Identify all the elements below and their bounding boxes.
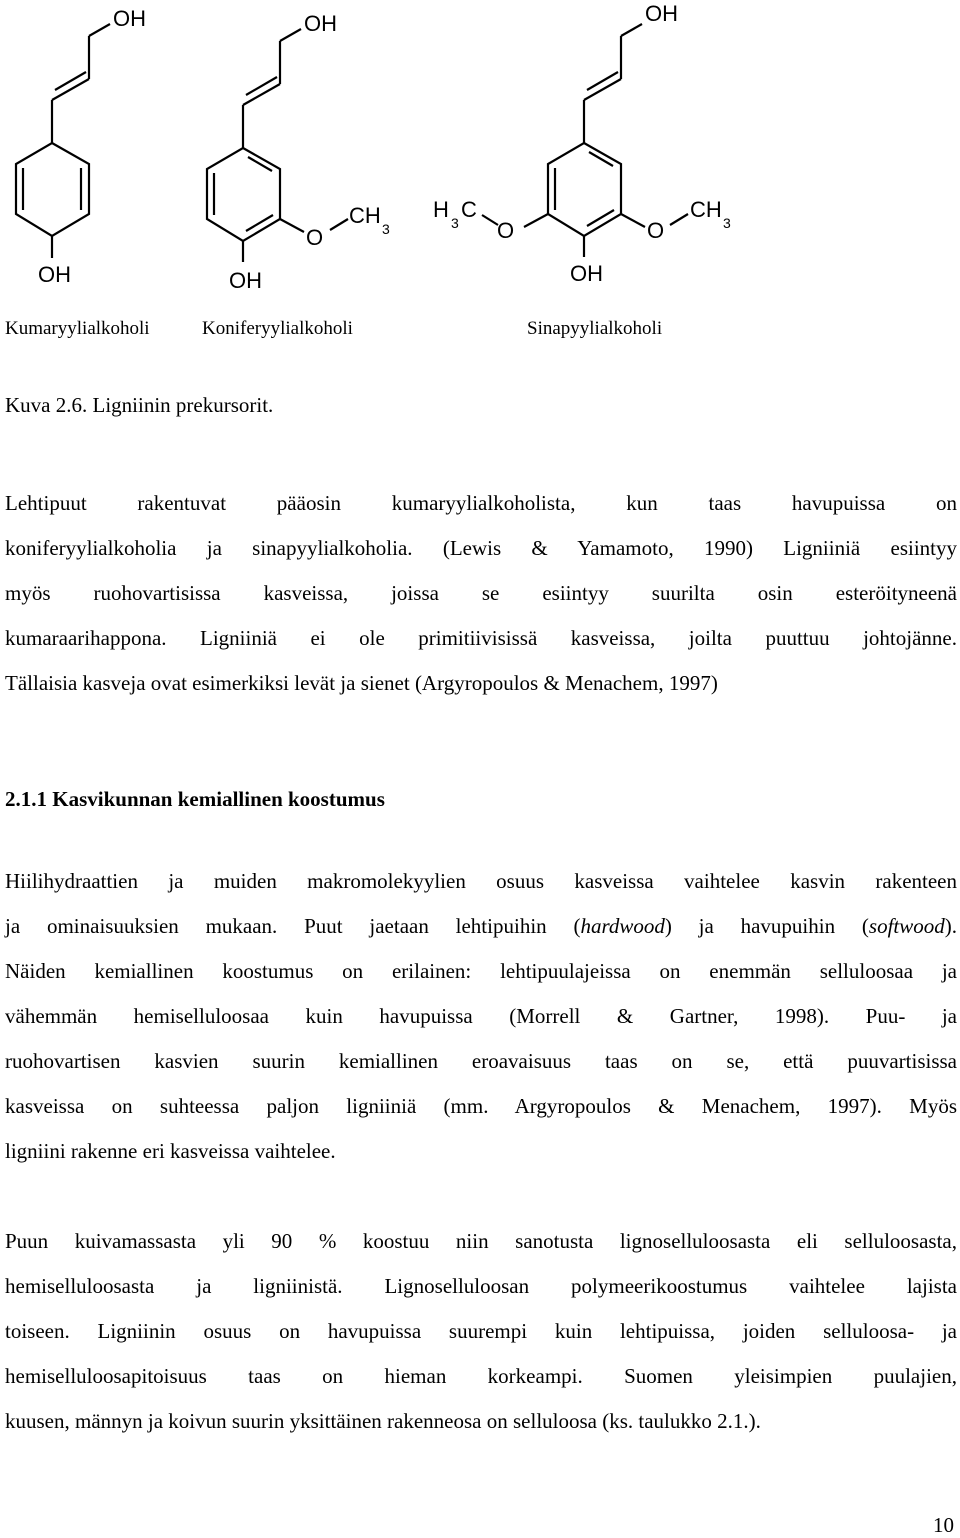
koniferyylialkoholi-structure <box>207 29 348 262</box>
section-heading: 2.1.1 Kasvikunnan kemiallinen koostumus <box>5 787 385 811</box>
paragraph-line: myös ruohovartisissa kasveissa, joissa se esiintyy suurilta osin esteröityneenä <box>5 581 957 605</box>
paragraph-line: kumaraarihappona. Ligniiniä ei ole primitiivisissä kasveissa, joilta puuttuu johtojänne. <box>5 626 957 650</box>
paragraph-line: vähemmän hemiselluloosaa kuin havupuissa (Morrell & Gartner, 1998). Puu- ja <box>5 1004 957 1028</box>
subscript-3: 3 <box>451 215 459 231</box>
paragraph-line: kuusen, männyn ja koivun suurin yksittäinen rakenneosa on selluloosa (ks. taulukko 2.1.). <box>5 1409 761 1433</box>
page-number: 10 <box>933 1513 954 1537</box>
subscript-3: 3 <box>723 215 731 231</box>
structural-formulas <box>0 0 960 350</box>
oh-label: OH <box>304 11 337 36</box>
compound-name-sinapyylialkoholi: Sinapyylialkoholi <box>527 318 663 339</box>
h-label: H <box>433 197 449 222</box>
term-softwood: softwood <box>868 914 945 938</box>
paragraph-lignin-sources <box>5 481 957 706</box>
ch-label: CH <box>349 203 381 228</box>
oh-label: OH <box>113 6 146 31</box>
oh-label: OH <box>38 262 71 287</box>
paragraph-line: Tällaisia kasveja ovat esimerkiksi levät ja sienet (Argyropoulos & Menachem, 1997) <box>5 671 718 695</box>
paragraph-line: ruohovartisen kasvien suurin kemiallinen eroavaisuus taas on se, että puuvartisissa <box>5 1049 957 1073</box>
oh-label: OH <box>570 261 603 286</box>
kumaryylialkoholi-structure <box>16 24 110 258</box>
lignin-precursors-figure <box>0 0 960 350</box>
paragraph-line: Hiilihydraattien ja muiden makromolekyylien osuus kasveissa vaihtelee kasvin rakenteen <box>5 869 957 893</box>
o-label: O <box>647 218 665 243</box>
compound-name-kumaryylialkoholi: Kumaryylialkoholi <box>5 318 150 339</box>
paragraph-line: ja ominaisuuksien mukaan. Puut jaetaan lehtipuihin (hardwood) ja havupuihin (softwood). <box>5 914 957 938</box>
ch-label: CH <box>690 197 722 222</box>
subscript-3: 3 <box>382 221 390 237</box>
paragraph-line: hemiselluloosapitoisuus taas on hieman korkeampi. Suomen yleisimpien puulajien, <box>5 1364 957 1388</box>
oh-label: OH <box>645 1 678 26</box>
paragraph-line: Lehtipuut rakentuvat pääosin kumaryylialkoholista, kun taas havupuissa on <box>5 491 957 515</box>
paragraph-line: ligniini rakenne eri kasveissa vaihtelee. <box>5 1139 336 1163</box>
paragraph-line: hemiselluloosasta ja ligniinistä. Lignoselluloosan polymeerikoostumus vaihtelee lajista <box>5 1274 957 1298</box>
paragraph-line: toiseen. Ligniinin osuus on havupuissa suurempi kuin lehtipuissa, joiden selluloosa- ja <box>5 1319 957 1343</box>
o-label: O <box>306 225 324 250</box>
compound-name-koniferyylialkoholi: Koniferyylialkoholi <box>202 318 353 339</box>
paragraph-line: Puun kuivamassasta yli 90 % koostuu niin sanotusta lignoselluloosasta eli selluloosasta, <box>5 1229 957 1253</box>
paragraph-line: kasveissa on suhteessa paljon ligniiniä (mm. Argyropoulos & Menachem, 1997). Myös <box>5 1094 957 1118</box>
paragraph-line: koniferyylialkoholia ja sinapyylialkoholia. (Lewis & Yamamoto, 1990) Ligniiniä esiintyy <box>5 536 957 560</box>
oh-label: OH <box>229 268 262 293</box>
paragraph-wood-composition <box>5 1219 957 1444</box>
paragraph-plant-composition <box>5 859 957 1174</box>
figure-caption: Kuva 2.6. Ligniinin prekursorit. <box>5 393 274 417</box>
term-hardwood: hardwood <box>580 914 665 938</box>
c-label: C <box>461 197 477 222</box>
paragraph-line: Näiden kemiallinen koostumus on erilainen: lehtipuulajeissa on enemmän selluloosaa ja <box>5 959 957 983</box>
o-label: O <box>497 218 515 243</box>
